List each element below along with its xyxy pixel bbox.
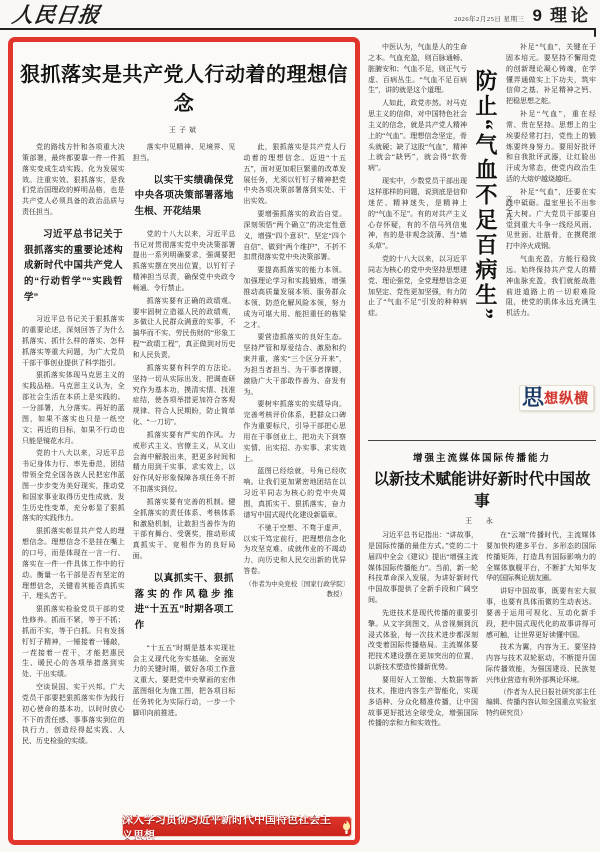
body-paragraph: “十五五”时期是基本实现社会主义现代化夯实基础、全面发力的关键时期，做好各项工作意义重大。要把党中央擘画的宏伟蓝图细化为施工图，把各项目标任务转化为实际行动，一步一个脚印向前推进。 [132, 643, 236, 717]
study-banner [122, 813, 352, 842]
body-paragraph: 讲好中国故事，既要有宏大叙事，也要有具体而微的生动表达。要善于运用可视化、互动化新手段，把中国式现代化的故事讲得可感可触，让世界更好读懂中国。 [486, 587, 596, 639]
body-paragraph: 现实中，少数党员干部出现这样那样的问题，说到底是信仰迷茫、精神迷失，是精神上的“气血不足”。有的对共产主义心存怀疑，有的不信马列信鬼神，有的是非观念淡薄、当“墙头草”。 [368, 177, 467, 251]
body-paragraph: 习近平总书记关于狠抓落实的重要论述，深刻回答了为什么抓落实、抓什么样的落实、怎样抓落实等重大问题，为广大党员干部干事创业提供了科学指引。 [22, 315, 125, 367]
body-paragraph: 补足“气血”，关键在于固本培元。要坚持不懈用党的创新理论凝心铸魂，在学懂弄通做实上下功夫，筑牢信仰之基、补足精神之钙、把稳思想之舵。 [506, 43, 596, 106]
body-paragraph: 党的十八大以来，以习近平同志为核心的党中央坚持思想建党、理论强党，全党理想信念更加坚定、党性更加坚强，有力防止了“气血不足”引发的种种病症。 [368, 255, 467, 318]
body-paragraph: 补足“气血”，还要在实践中砥砺。温室里长不出参天大树。广大党员干部要自觉到重大斗争一线经风雨、见世面、壮筋骨，在摸爬滚打中淬火成钢。 [506, 187, 596, 251]
body-paragraph: 狠抓落实检验党员干部的党性修养。抓而不紧，等于不抓；抓而不实，等于白抓。只有发扬钉钉子精神，一锤接着一锤敲，一茬接着一茬干，才能把惠民生、暖民心的各项举措落到实处、干出实绩。 [22, 605, 125, 679]
main-headline: 狠抓落实是共产党人行动着的理想信念 [20, 64, 348, 115]
section-title: 理论 [550, 6, 592, 25]
media-right-paragraphs [486, 530, 596, 686]
body-paragraph: 党的路线方针和各项重大决策部署，最终都要靠一件一件抓落实变成生动实践、化为发展实效。注重实效、狠抓落实，是我们党治国理政的鲜明品格，也是共产党人必须具备的政治品质与责任担当。 [22, 143, 125, 217]
body-paragraph: 要提高抓落实的能力本领。加强理论学习和实践锻炼，增强推动高质量发展本领、服务群众本领、防范化解风险本领，努力成为可堪大用、能担重任的栋梁之才。 [243, 266, 347, 329]
column2-paragraphs-1 [133, 229, 236, 562]
thought-column-label [519, 385, 594, 411]
right-section [368, 37, 596, 845]
thought-author: 文之凡 [505, 195, 513, 222]
media-article [368, 447, 596, 845]
body-paragraph: 抓落实要有正确的政绩观。要牢固树立造福人民的政绩观，多做让人民群众满意的实事，不搞华而不实、劳民伤财的“形象工程”“政绩工程”，真正做到对历史和人民负责。 [132, 296, 236, 359]
thought-column-article [368, 37, 596, 435]
body-paragraph: 抓落实要有科学的方法论。坚持一切从实际出发，把调查研究作为基本功，摸清实情、找准症结，使各项举措更加符合客观规律、符合人民期盼，防止简单化、“一刀切”。 [132, 363, 236, 427]
media-kicker: 增强主流媒体国际传播能力 [412, 453, 551, 464]
column1-bottom-paragraphs [22, 314, 125, 747]
main-columns [13, 142, 355, 790]
column2-paragraphs-2 [133, 643, 236, 719]
body-paragraph: 要用好人工智能、大数据等新技术，推进内容生产智能化，实现多语种、分众化精准传播，让中国故事更好抵达全球受众，增强国际传播的亲和力和实效性。 [368, 675, 478, 728]
body-paragraph: 狠抓落实体现马克思主义的实践品格。马克思主义认为，全部社会生活在本质上是实践的。一分部署，九分落实。再好的蓝图，如果不落实也只是一纸空文；再近的目标，如果不行动也只能是镜花水月。 [22, 371, 125, 445]
body-paragraph: 党的十八大以来，习近平总书记身体力行、率先垂范，团结带领全党全国各族人民把宏伟蓝图一步步变为美好现实，推动党和国家事业取得历史性成就、发生历史性变革，充分彰显了狠抓落实的实践伟力。 [22, 449, 125, 523]
thought-vertical-title: 防止“气血不足百病生” [473, 69, 498, 322]
body-paragraph: 狠抓落实彰显共产党人的理想信念。理想信念不是挂在嘴上的口号，而是体现在一言一行、落实在一件一件具体工作中的行动。衡量一名干部是否有坚定的理想信念，关键看其能否真抓实干、埋头苦干。 [22, 527, 125, 601]
body-paragraph: 空谈误国、实干兴邦。广大党员干部要把狠抓落实作为践行初心使命的基本功，以时时放心不下的责任感、事事落实到位的执行力，创造经得起实践、人民、历史检验的实绩。 [22, 683, 125, 746]
media-end-note: （作者为人民日报社研究部主任编辑、传播内容认知全国重点实验室特约研究员） [486, 688, 596, 717]
column1-top-paragraphs [22, 142, 125, 218]
column2-intro-line: 落实中见精神、见境界、见担当。 [132, 143, 236, 162]
body-paragraph: 先进技术是现代传播的重要引擎。从文字到图文，从音视频到沉浸式体验，每一次技术进步都深刻改变着国际传播格局。主流媒体要把技术建设摆在更加突出的位置，以新技术塑造传播新优势。 [368, 608, 478, 672]
thought-right-column [506, 42, 596, 382]
banner-text: 深入学习贯彻习近平新时代中国特色社会主义思想 [122, 813, 331, 842]
pull-quote: 习近平总书记关于狠抓落实的重要论述构成新时代中国共产党人的“行动哲学”“实践哲学” [24, 228, 123, 303]
masthead-logo: 人民日报 [10, 3, 102, 27]
media-columns [368, 530, 596, 845]
media-right-column [486, 530, 596, 845]
media-author: 王 永 [465, 517, 499, 525]
body-paragraph: 此，狠抓落实是共产党人行动着的理想信念。迈进“十五五”，面对更加艰巨繁重的改革发展任务，尤须以钉钉子精神把党中央各项决策部署落到实处、干出实效。 [243, 143, 347, 206]
body-paragraph: 要增强抓落实的政治自觉。深刻领悟“两个确立”的决定性意义，增强“四个意识”、坚定“四个自信”、做到“两个维护”，不折不扣贯彻落实党中央决策部署。 [243, 210, 347, 262]
body-paragraph: 抓落实要有严实的作风。力戒形式主义、官僚主义，从文山会海中解脱出来，把更多时间和精力用到干实事、求实效上，以好作风好形象保障各项任务不折不扣落实到位。 [132, 430, 236, 494]
label-big-char: 思 [521, 385, 544, 410]
body-paragraph: 抓落实要有完善的机制。健全抓落实的责任体系、考核体系和激励机制，让敢担当善作为的干部有舞台、受褒奖，推动形成真抓实干、竞相作为的良好局面。 [132, 497, 236, 561]
author-note: （作者为中央党校〔国家行政学院〕教授） [245, 580, 347, 598]
media-headline: 以新技术赋能讲好新时代中国故事 [373, 471, 591, 510]
column3-paragraphs [243, 142, 346, 577]
body-paragraph: 中医认为，气血是人的生命之本。气血充盈，则百脉通畅、脏腑安和；气血不足，则正气亏虚、百病丛生。“气血不足百病生”，讲的就是这个道理。 [368, 43, 467, 95]
body-paragraph: 习近平总书记指出：“讲故事，是国际传播的最佳方式。”党的二十届四中全会《建议》提出“增强主流媒体国际传播能力”。当前，新一轮科技革命深入发展，为讲好新时代中国故事提供了全新手段和广阔空间。 [368, 531, 478, 605]
body-paragraph: 要树牢抓落实的实绩导向。完善考核评价体系，把群众口碑作为重要标尺，引导干部把心思用在干事创业上，把功夫下到察实情、出实招、办实事、求实效上。 [243, 400, 347, 463]
subhead-1: 以实干实绩确保党中央各项决策部署落地生根、开花结果 [134, 174, 234, 218]
body-paragraph: 不驰于空想、不骛于虚声，以实干笃定前行，把理想信念化为攻坚克难、成就伟业的不竭动力，向历史和人民交出新的优异答卷。 [243, 523, 347, 576]
subhead-2: 以真抓实干、狠抓落实的作风稳步推进“十五五”时期各项工作 [134, 573, 234, 632]
header-rule [0, 28, 596, 30]
body-paragraph: 在“云端”传播时代，主流媒体要加快构建多平台、多形态的国际传播矩阵，打造具有国际影响力的全媒体旗舰平台，不断扩大知华友华的国际舆论朋友圈。 [486, 531, 596, 583]
article-divider [368, 440, 596, 441]
main-column-3 [243, 142, 346, 790]
header-right [454, 1, 592, 28]
body-paragraph: 气血充盈，方能行稳致远。始终保持共产党人的精神血脉充盈，我们就能战胜前进道路上的一切艰难险阻，使党的肌体永远充满生机活力。 [506, 255, 596, 318]
main-column-1 [22, 142, 125, 790]
page-header [0, 0, 600, 28]
body-paragraph: 党的十八大以来，习近平总书记对贯彻落实党中央决策部署提出一系列明确要求，强调要把抓落实摆在突出位置，以钉钉子精神担当尽责，确保党中央政令畅通、令行禁止。 [132, 229, 236, 292]
body-paragraph: 补足“气血”，重在经常、贵在坚持。思想上的尘埃要经常打扫，党性上的锻炼要终身努力。要用好批评和自我批评武器，让红脸出汗成为常态，使党内政治生活的大熔炉越烧越旺。 [506, 110, 596, 184]
main-column-2 [133, 142, 236, 790]
body-paragraph: 人如此，政党亦然。对马克思主义的信仰，对中国特色社会主义的信念，就是共产党人精神上的“气血”。理想信念坚定，骨头就硬；缺了这股“气血”，精神上就会“缺钙”，就会得“软骨病”。 [368, 99, 467, 173]
label-rest-chars: 想纵横 [544, 390, 589, 406]
torch-icon [341, 820, 352, 834]
page-number: 9 [532, 6, 542, 25]
body-paragraph: 要营造抓落实的良好生态。坚持严管和厚爱结合、激励和约束并重，落实“三个区分开来”，为担当者担当、为干事者撑腰，激励广大干部敢作善为、奋发有为。 [243, 333, 347, 396]
main-byline: 王子斌 [169, 126, 199, 134]
date-line: 2026年2月25日 星期三 [454, 16, 525, 23]
thought-left-column [368, 42, 467, 430]
media-left-column [368, 530, 478, 845]
body-paragraph: 技术为翼，内容为王。要坚持内容与技术双轮驱动，不断提升国际传播效能，为强国建设、民族复兴伟业营造有利外部舆论环境。 [486, 643, 596, 684]
body-paragraph: 蓝图已经绘就，号角已经吹响。让我们更加紧密地团结在以习近平同志为核心的党中央周围，真抓实干、狠抓落实，奋力谱写中国式现代化建设新篇章。 [243, 467, 347, 519]
main-article [8, 37, 360, 845]
